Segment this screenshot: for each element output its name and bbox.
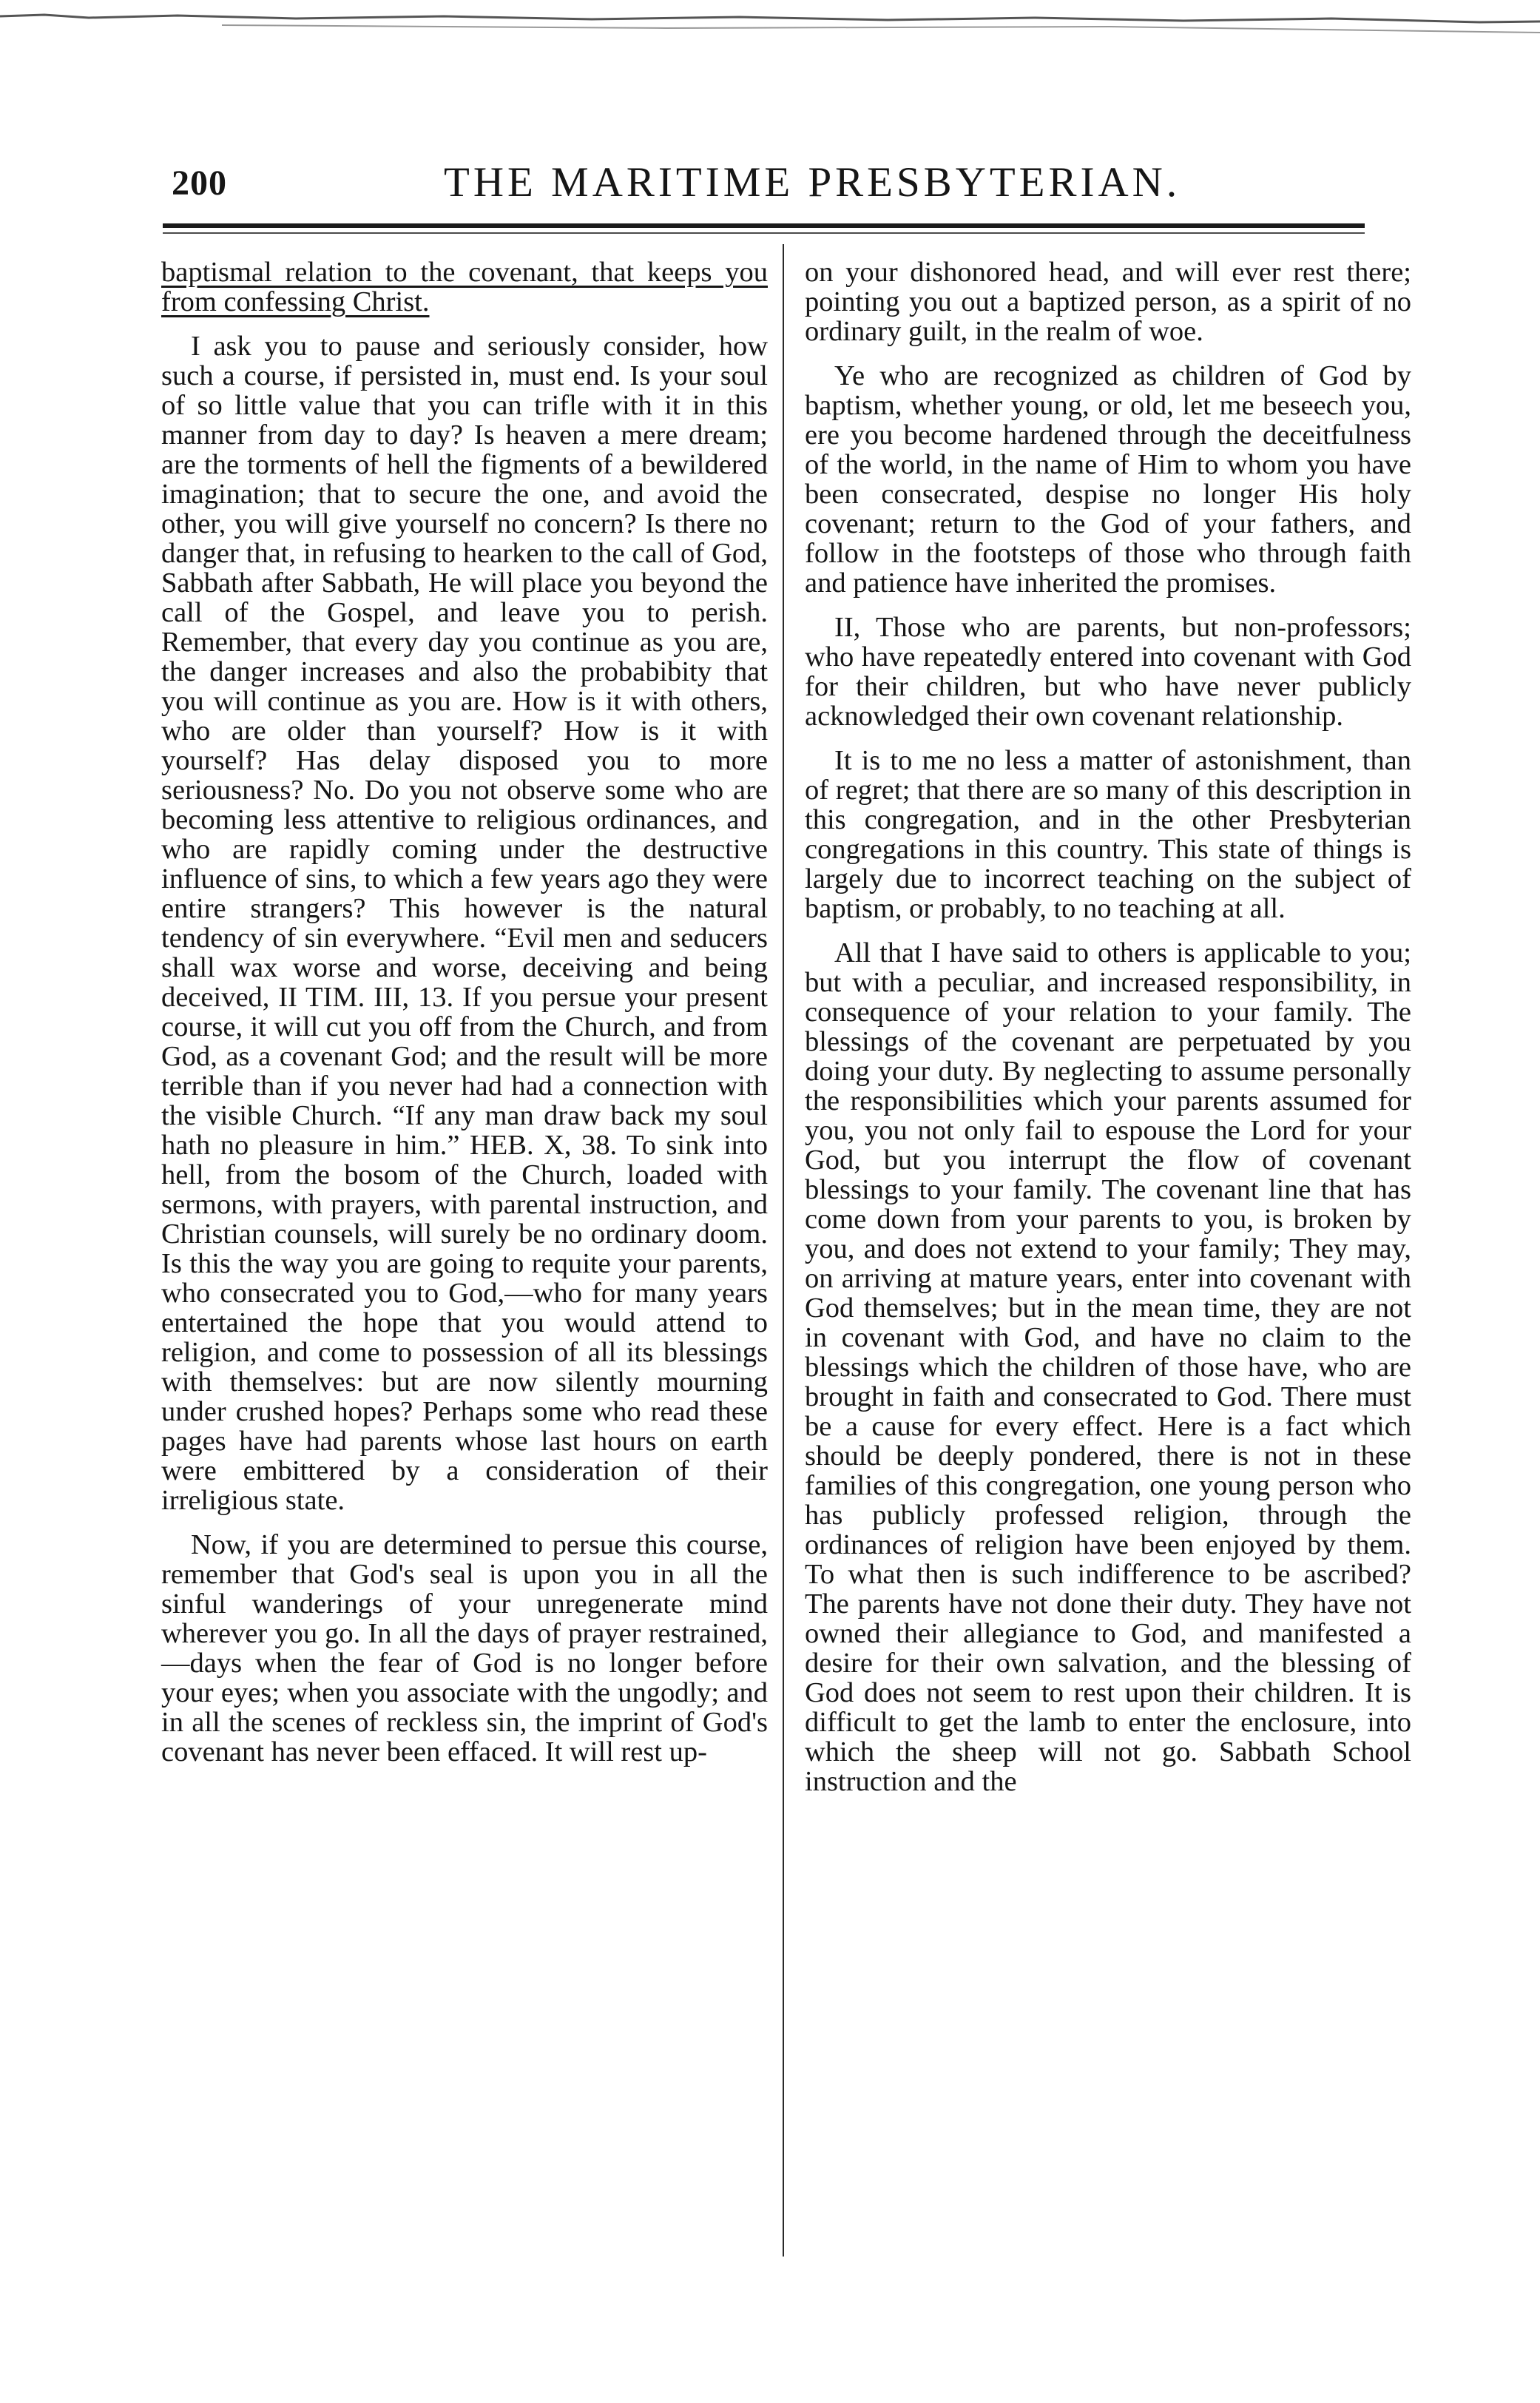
right-continuation: on your dishonored head, and will ever rest there; pointing you out a baptized person, as a spirit of no ordinary guilt, in the realm of woe.: [805, 257, 1411, 347]
header-rule: [163, 223, 1365, 228]
header-rule-thin: [163, 232, 1365, 234]
right-paragraph-astonishment: It is to me no less a matter of astonishment, than of regret; that there are so many of this description in this congregation, and in the other Presbyterian congregations in this country. This state of things is largely due to incorrect teaching on the subject of baptism, or probably, to no teaching at all.: [805, 745, 1411, 924]
right-paragraph-responsibility: All that I have said to others is applicable to you; but with a peculiar, and increased responsibility, in consequence of your relation to your family. The blessings of the covenant are perpetuated by you doing your duty. By neglecting to assume personally the responsibilities which your parents assumed for you, you not only fail to espouse the Lord for your God, but you interrupt the flow of covenant blessings to your family. The covenant line that has come down from your parents to you, is broken by you, and does not extend to your family; They may, on arriving at mature years, enter into covenant with God themselves; but in the mean time, they are not in covenant with God, and have no claim to the blessings which the children of those have, who are brought in faith and consecrated to God. There must be a cause for every effect. Here is a fact which should be deeply pondered, there is not in these families of this congregation, one young person who has publicly professed religion, through the ordinances of religion have been enjoyed by them. To what then is such indifference to be ascribed? The parents have not done their duty. They have not owned their allegiance to God, and manifested a desire for their own salvation, and the blessing of God does not seem to rest upon their children. It is difficult to get the lamb to enter the enclosure, into which the sheep will not go. Sabbath School instruction and the: [805, 937, 1411, 1797]
right-paragraph-exhortation: Ye who are recognized as children of God by baptism, whether young, or old, let me beseech you, ere you become hardened through the deceitfulness of the world, in the name of Him to whom you have been consecrated, despise no longer His holy covenant; return to the God of your fathers, and follow in the footsteps of those who through faith and patience have inherited the promises.: [805, 360, 1411, 599]
right-column: [805, 257, 1411, 1811]
scan-edge-artifact: [0, 0, 1540, 44]
left-column: [161, 257, 768, 1782]
left-continuation: baptismal relation to the covenant, that keeps you from confessing Christ.: [161, 257, 768, 317]
column-divider: [783, 244, 784, 2257]
section-heading-parents: II, Those who are parents, but non-professors; who have repeatedly entered into covenant with God for their children, but who have never publicly acknowledged their own covenant relationship.: [805, 612, 1411, 732]
journal-title: THE MARITIME PRESBYTERIAN.: [444, 159, 1181, 206]
left-paragraph-consider: I ask you to pause and seriously consider, how such a course, if persisted in, must end. Is your soul of so little value that you can trifle with it in this manner from day to day? Is heaven a mere dream; are the torments of hell the figments of a bewildered imagination; that to secure the one, and avoid the other, you will give yourself no concern? Is there no danger that, in refusing to hearken to the call of God, Sabbath after Sabbath, He will place you beyond the call of the Gospel, and leave you to perish. Remember, that every day you continue as you are, the danger increases and also the probabibity that you will continue as you are. How is it with others, who are older than yourself? How is it with yourself? Has delay disposed you to more seriousness? No. Do you not observe some who are becoming less attentive to religious ordinances, and who are rapidly coming under the destructive influence of sins, to which a few years ago they were entire strangers? This however is the natural tendency of sin everywhere. “Evil men and seducers shall wax worse and worse, deceiving and being deceived, II TIM. III, 13. If you persue your present course, it will cut you off from the Church, and from God, as a covenant God; and the result will be more terrible than if you never had had a connection with the visible Church. “If any man draw back my soul hath no pleasure in him.” HEB. X, 38. To sink into hell, from the bosom of the Church, loaded with sermons, with prayers, with parental instruction, and Christian counsels, will surely be no ordinary doom. Is this the way you are going to requite your parents, who consecrated you to God,—who for many years entertained the hope that you would attend to religion, and come to possession of all its blessings with themselves: but are now silently mourning under crushed hopes? Perhaps some who read these pages have had parents whose last hours on earth were embittered by a consideration of their irreligious state.: [161, 331, 768, 1516]
page-header: [133, 155, 1354, 222]
left-paragraph-gods-seal: Now, if you are determined to persue this course, remember that God's seal is upon you in all the sinful wanderings of your unregenerate mind wherever you go. In all the days of prayer restrained, —days when the fear of God is no longer before your eyes; when you associate with the ungodly; and in all the scenes of reckless sin, the imprint of God's covenant has never been effaced. It will rest up-: [161, 1529, 768, 1767]
page-number: 200: [172, 164, 227, 203]
